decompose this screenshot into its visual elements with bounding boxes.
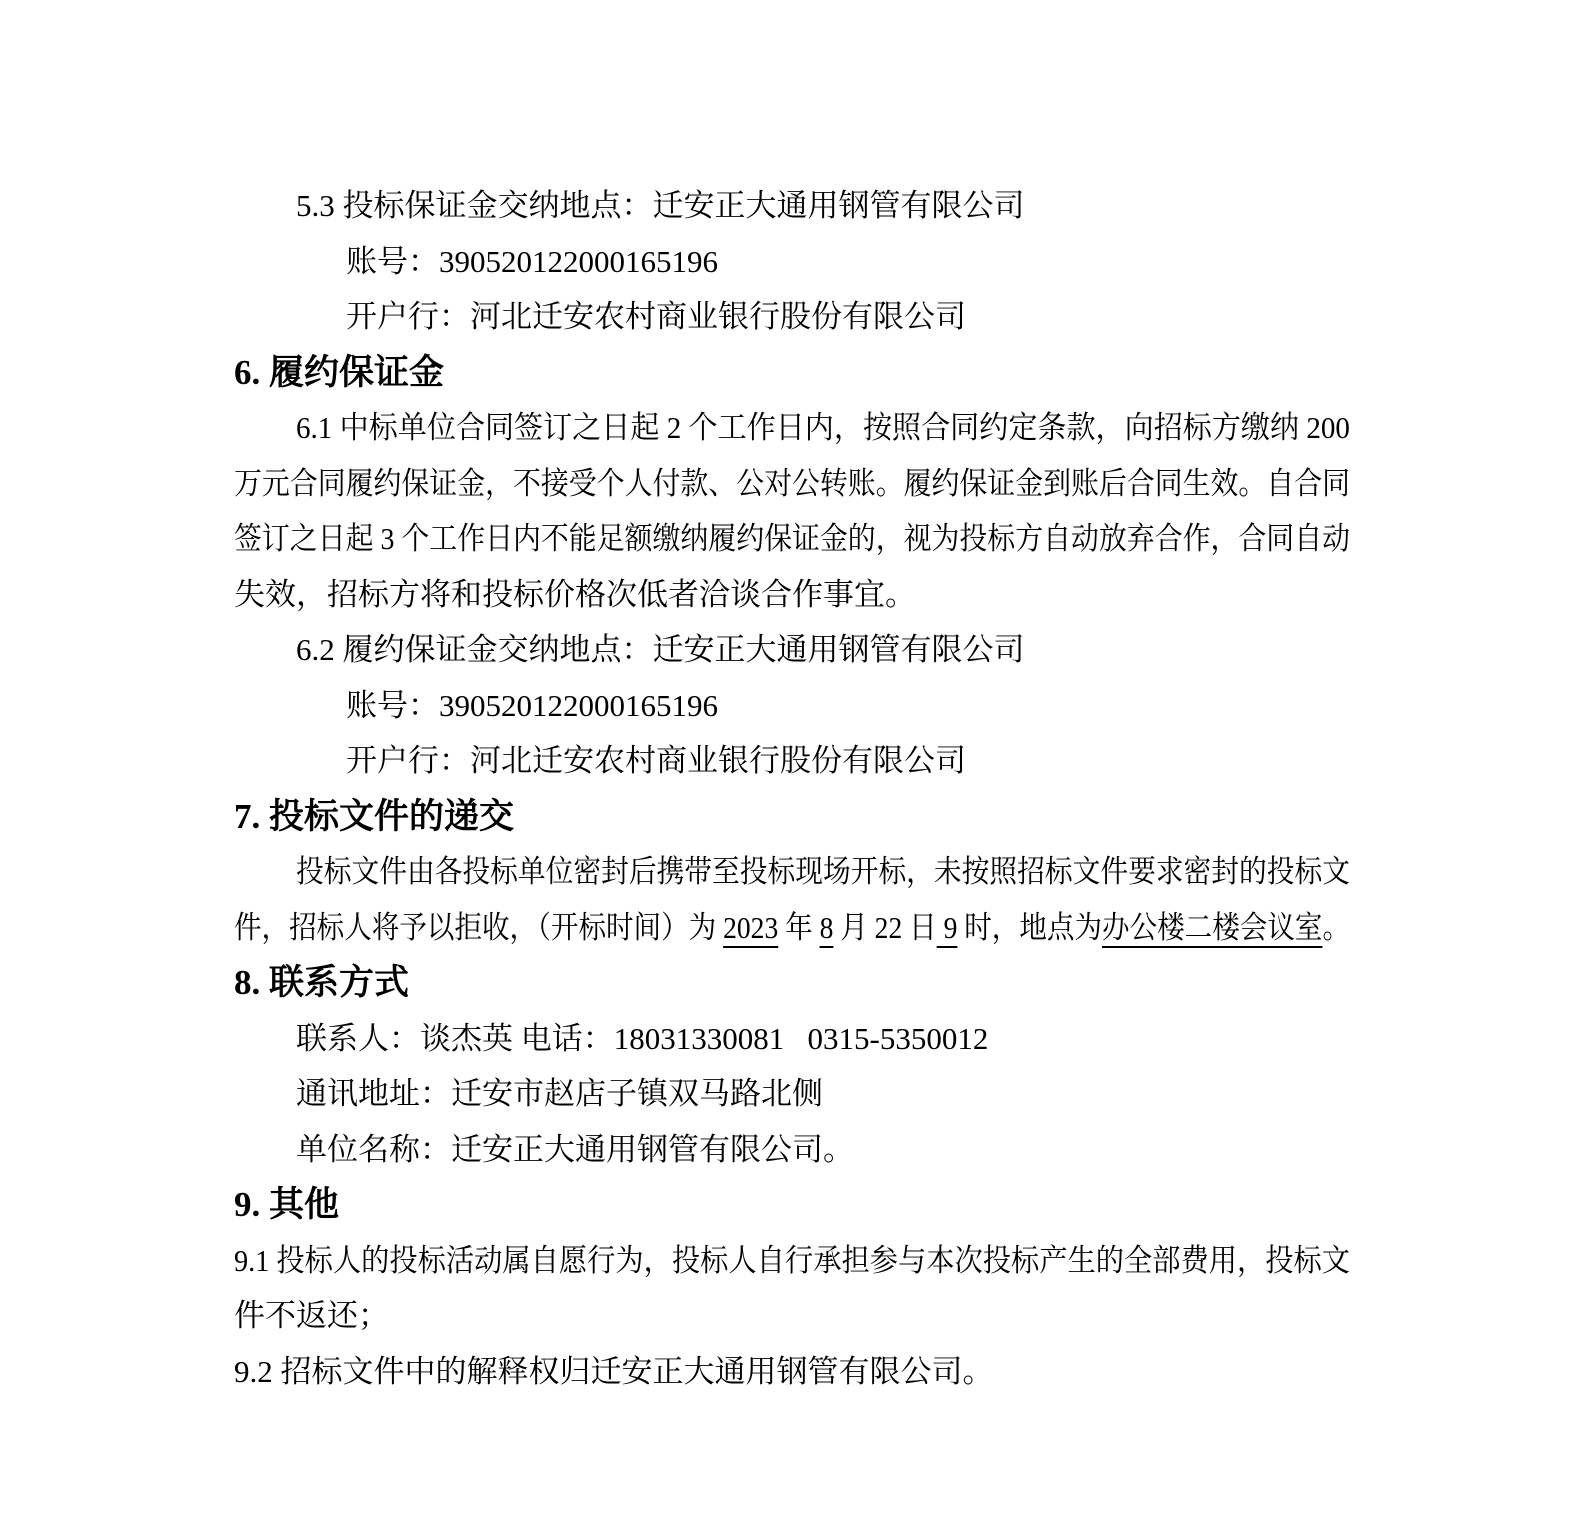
para-6-1-line-4: 失效，招标方将和投标价格次低者洽谈合作事宜。 xyxy=(234,576,916,612)
para-6-1-line-1: 6.1 中标单位合同签订之日起 2 个工作日内，按照合同约定条款，向招标方缴纳 200 xyxy=(296,410,1350,445)
period-mark: 。 xyxy=(1322,909,1351,945)
hour-suffix: 时，地点为 xyxy=(957,909,1103,945)
para-7-line-2 xyxy=(234,900,1350,956)
open-location: 办公楼二楼会议室 xyxy=(1102,909,1323,945)
year-unit: 年 xyxy=(778,909,820,945)
month-day-text: 月 22 日 xyxy=(833,909,937,945)
bond-account-number: 账号：390520122000165196 xyxy=(346,687,718,723)
heading-other: 9. 其他 xyxy=(234,1185,340,1224)
company-name-line: 单位名称：迁安正大通用钢管有限公司。 xyxy=(296,1131,854,1167)
deposit-bank-name: 开户行：河北迁安农村商业银行股份有限公司 xyxy=(346,299,966,334)
contact-person-line: 联系人：谈杰英 电话：18031330081 0315-5350012 xyxy=(296,1020,989,1056)
heading-contact: 8. 联系方式 xyxy=(234,963,410,1002)
open-time-prefix: 件，招标人将予以拒收，（开标时间）为 xyxy=(234,909,724,945)
para-9-1-line-2: 件不返还； xyxy=(234,1298,389,1333)
para-6-1-line-3: 签订之日起 3 个工作日内不能足额缴纳履约保证金的，视为投标方自动放弃合作，合同自动 xyxy=(234,521,1350,556)
clause-5-3: 5.3 投标保证金交纳地点：迁安正大通用钢管有限公司 xyxy=(296,188,1025,223)
contact-address-line: 通讯地址：迁安市赵店子镇双马路北侧 xyxy=(296,1076,823,1111)
open-time-hour: 9 xyxy=(936,909,958,945)
document-page xyxy=(234,178,1350,1399)
heading-performance-bond: 6. 履约保证金 xyxy=(234,352,445,392)
deposit-account-number: 账号：390520122000165196 xyxy=(346,243,718,279)
para-9-2-line: 9.2 招标文件中的解释权归迁安正大通用钢管有限公司。 xyxy=(234,1353,994,1389)
para-7-line-1: 投标文件由各投标单位密封后携带至投标现场开标，未按照招标文件要求密封的投标文 xyxy=(296,854,1350,889)
clause-6-2: 6.2 履约保证金交纳地点：迁安正大通用钢管有限公司 xyxy=(296,632,1025,667)
para-6-1-line-2: 万元合同履约保证金，不接受个人付款、公对公转账。履约保证金到账后合同生效。自合同 xyxy=(234,465,1350,501)
open-date-month: 8 xyxy=(819,909,834,945)
para-9-1-line-1: 9.1 投标人的投标活动属自愿行为，投标人自行承担参与本次投标产生的全部费用，投标文 xyxy=(234,1242,1351,1278)
open-date-year: 2023 xyxy=(723,909,779,945)
heading-bid-submission: 7. 投标文件的递交 xyxy=(234,796,515,836)
bond-bank-name: 开户行：河北迁安农村商业银行股份有限公司 xyxy=(346,743,966,778)
